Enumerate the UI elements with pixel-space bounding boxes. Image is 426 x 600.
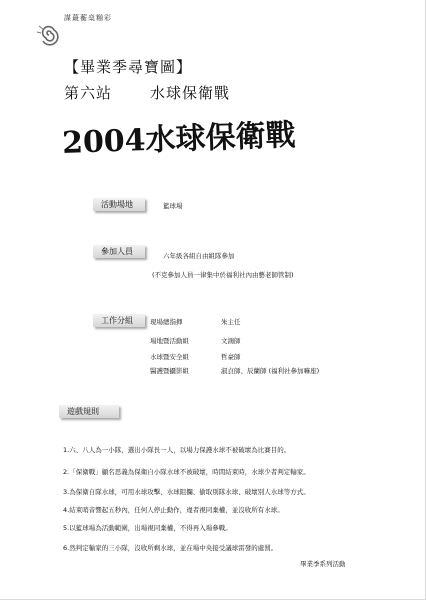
work-role: 現場總指揮 [150,318,183,326]
rules-label: 遊戲規則 [59,405,119,418]
footer-text: 畢業季系列活動 [300,560,346,568]
rule-item: 6.然判定輸家的三小隊，沒收所剩水球，並在場中央接受議球雷發的處罰。 [63,544,278,552]
work-person: 哲豪師 [221,353,241,361]
work-person: 淑貞師、辰蘭師 (福利社參加嘛座) [221,367,320,375]
rule-item: 3.為保衛自隊水球，可用水球攻擊、水球阻攔、偷取別隊水球、破壞別人水球等方式。 [63,488,310,496]
station-name: 水球保衛戰 [150,84,231,102]
series-tag: 謀蕞蘅燊糋彩 [64,14,112,22]
participants-line1: 六年級各組自由組隊參加 [163,252,235,260]
rule-item: 5.以籃球場為活動範圍，出場視同棄權，不得再入場參戰。 [63,524,232,532]
work-person: 朱主任 [221,318,241,326]
rule-item: 2.「保衛戰」顧名思義為保衛自小隊水球不被破壞，時間結束時，水球少者判定輸家。 [63,468,310,476]
work-role: 場地暨活動組 [150,337,189,345]
work-role: 水球暨安全組 [150,353,189,361]
work-person: 文鴻師 [221,337,241,345]
main-title-bracket: 【畢業季尋寶圖】 [64,58,193,76]
participants-label: 參加人員 [93,245,145,258]
location-label: 活動場地 [93,198,145,211]
work-groups-label: 工作分組 [93,314,145,327]
rule-item: 1.六、八人為一小隊，選出小隊長一人，以場力保護水球不被破壞為比賽目的。 [63,446,291,454]
rule-item: 4.結束哨音響起五秒內，任何人停止動作，違者視同棄權，並沒收所有水球。 [63,506,284,514]
big-title: 2004水球保衛戰 [61,117,297,161]
participants-line2: (不克參加人員一律集中於福利社內由藝老師管制) [152,271,294,279]
work-role: 醫護暨攝影組 [150,367,189,375]
station-number: 第六站 [64,84,113,102]
location-value: 籃球場 [163,202,183,210]
spiral-logo-icon [36,22,62,48]
